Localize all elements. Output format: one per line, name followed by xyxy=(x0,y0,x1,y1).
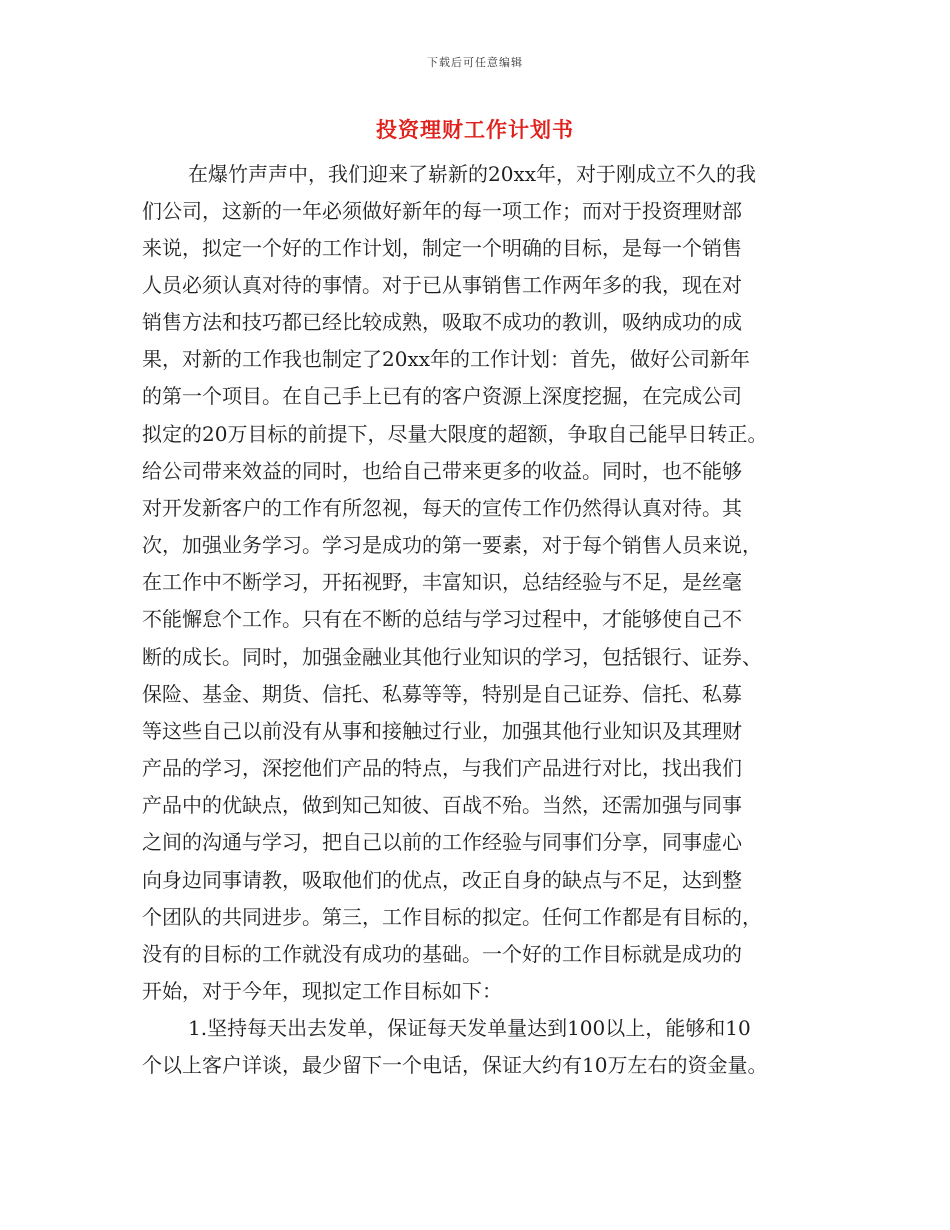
body-line: 开始，对于今年，现拟定工作目标如下： xyxy=(142,979,502,1003)
body-line: 果，对新的工作我也制定了20xx年的工作计划：首先，做好公司新年 xyxy=(142,347,751,371)
body-line: 给公司带来效益的同时，也给自己带来更多的收益。同时，也不能够 xyxy=(142,459,742,483)
body-line: 等这些自己以前没有从事和接触过行业，加强其他行业知识及其理财 xyxy=(142,719,742,743)
body-line: 产品的学习，深挖他们产品的特点，与我们产品进行对比，找出我们 xyxy=(142,756,742,780)
document-title: 投资理财工作计划书 xyxy=(376,117,574,142)
body-line: 人员必须认真对待的事情。对于已从事销售工作两年多的我，现在对 xyxy=(142,273,742,297)
body-line: 之间的沟通与学习，把自己以前的工作经验与同事们分享，同事虚心 xyxy=(142,830,742,854)
list-item-line: 1.坚持每天出去发单，保证每天发单量达到100以上，能够和10 xyxy=(188,1016,751,1040)
body-line: 产品中的优缺点，做到知己知彼、百战不殆。当然，还需加强与同事 xyxy=(142,793,742,817)
body-line: 来说，拟定一个好的工作计划，制定一个明确的目标，是每一个销售 xyxy=(142,236,742,260)
body-line: 没有的目标的工作就没有成功的基础。一个好的工作目标就是成功的 xyxy=(142,942,742,966)
body-line: 个团队的共同进步。第三，工作目标的拟定。任何工作都是有目标的， xyxy=(142,905,762,929)
body-line: 在爆竹声声中，我们迎来了崭新的20xx年，对于刚成立不久的我 xyxy=(188,162,757,186)
body-line: 向身边同事请教，吸取他们的优点，改正自身的缺点与不足，达到整 xyxy=(142,868,742,892)
body-line: 不能懈怠个工作。只有在不断的总结与学习过程中，才能够使自己不 xyxy=(142,607,742,631)
body-line: 在工作中不断学习，开拓视野，丰富知识，总结经验与不足，是丝毫 xyxy=(142,570,742,594)
body-line: 拟定的20万目标的前提下，尽量大限度的超额，争取自己能早日转正。 xyxy=(142,422,768,446)
header-note: 下载后可任意编辑 xyxy=(427,56,523,69)
body-line: 保险、基金、期货、信托、私募等等，特别是自己证券、信托、私募 xyxy=(142,682,742,706)
body-line: 断的成长。同时，加强金融业其他行业知识的学习，包括银行、证券、 xyxy=(142,645,762,669)
body-line: 们公司，这新的一年必须做好新年的每一项工作；而对于投资理财部 xyxy=(142,199,742,223)
body-line: 销售方法和技巧都已经比较成熟，吸取不成功的教训，吸纳成功的成 xyxy=(142,310,742,334)
list-item-line: 个以上客户详谈，最少留下一个电话，保证大约有10万左右的资金量。 xyxy=(142,1053,768,1077)
body-line: 次，加强业务学习。学习是成功的第一要素，对于每个销售人员来说， xyxy=(142,533,762,557)
body-line: 对开发新客户的工作有所忽视，每天的宣传工作仍然得认真对待。其 xyxy=(142,496,742,520)
body-line: 的第一个项目。在自己手上已有的客户资源上深度挖掘，在完成公司 xyxy=(142,384,742,408)
